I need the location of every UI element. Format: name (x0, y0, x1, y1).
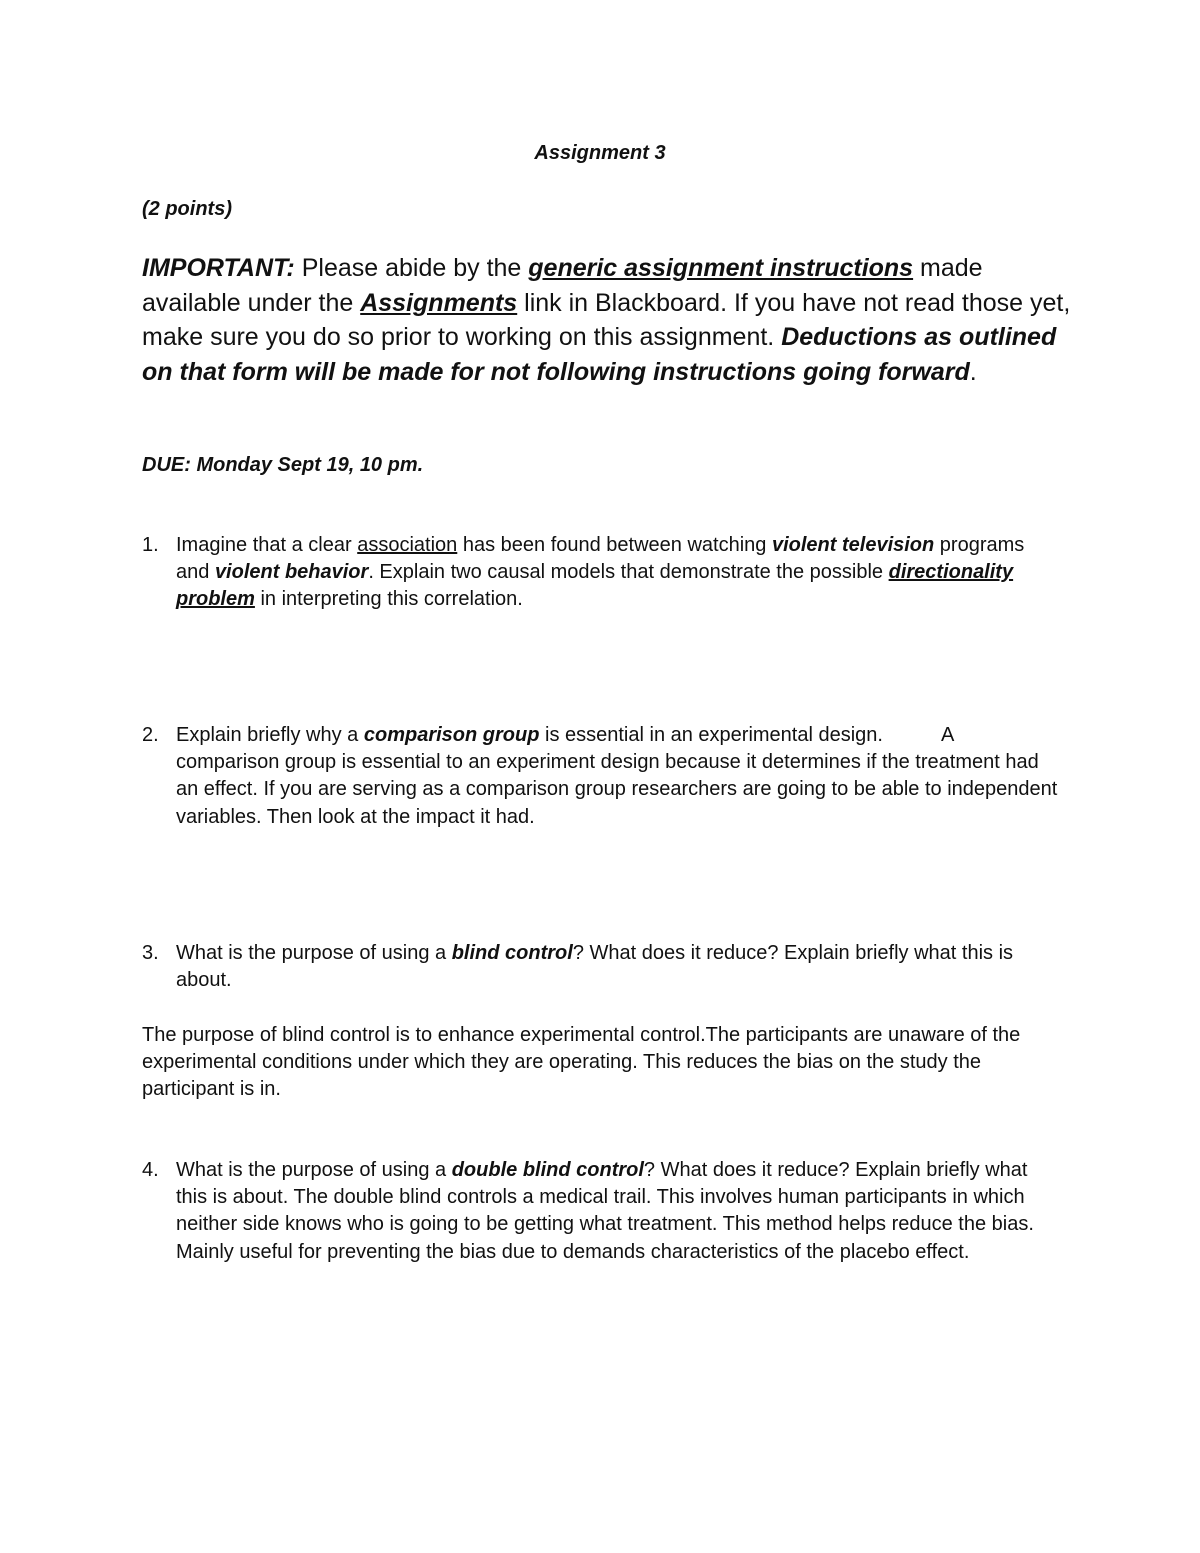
question-text-part: Imagine that a clear (176, 534, 358, 556)
important-label: IMPORTANT: (142, 254, 295, 282)
question-number: 3. (142, 942, 159, 964)
question-number: 2. (142, 724, 159, 746)
question-text-part: ? What does it reduce? Explain briefly what this is about. (176, 942, 1014, 992)
double-blind-control-term: double blind control (451, 1159, 644, 1181)
answer-text: A comparison group is essential to an experiment design because it determines if the treatment had an effect. If you are serving as a comparison group researchers are going to be able to independent variables. Then look at the impact it had. (176, 724, 1058, 828)
assignments-link[interactable]: Assignments (360, 288, 518, 317)
question-text-part: is essential in an experimental design. (539, 724, 883, 746)
due-date: DUE: Monday Sept 19, 10 pm. (142, 454, 424, 476)
question-1 (142, 532, 1062, 614)
question-4 (142, 1157, 1062, 1266)
question-text-part: has been found between watching (457, 534, 772, 556)
important-text-3: link in Blackboard. If you have not read those yet, make sure you do so prior to working on this assignment. (142, 288, 1071, 351)
important-notice (142, 251, 1072, 389)
page-title: Assignment 3 (534, 142, 666, 164)
question-text (176, 532, 1062, 614)
blind-control-term: blind control (451, 942, 573, 964)
violent-television-term: violent television (771, 534, 935, 556)
deductions-warning: Deductions as outlined on that form will be made for not following instructions going forward (142, 323, 1057, 386)
answer-3: The purpose of blind control is to enhance experimental control.The participants are unaware of the experimental conditions under which they are operating. This reduces the bias on the study the participant is in. (142, 1024, 1021, 1101)
question-text-part: Explain briefly why a (176, 724, 364, 746)
directionality-problem-term: directionality problem (176, 561, 1014, 611)
important-text-1: Please abide by the (294, 254, 529, 282)
question-text (176, 722, 1062, 831)
answer-text: The double blind controls a medical trail. This involves human participants in which neither side knows who is going to be getting what treatment. This method helps reduce the bias. Mainly useful for preventing the bias due to demands characteristics of the placebo effect. (176, 1186, 1034, 1263)
question-number: 1. (142, 534, 159, 556)
question-text (176, 940, 1062, 994)
question-2 (142, 722, 1062, 831)
important-text-2: made available under the (142, 254, 983, 317)
question-text-part: programs and (176, 534, 1025, 584)
generic-instructions-link[interactable]: generic assignment instructions (528, 254, 914, 282)
points-label: (2 points) (142, 198, 232, 220)
important-text-4: . (969, 357, 977, 386)
question-3 (142, 940, 1062, 994)
question-text-part: in interpreting this correlation. (254, 588, 523, 611)
question-number: 4. (142, 1159, 159, 1181)
association-term: association (357, 534, 458, 556)
violent-behavior-term: violent behavior (214, 561, 369, 584)
question-text-part: . Explain two causal models that demonstrate the possible (368, 561, 889, 584)
comparison-group-term: comparison group (363, 724, 540, 746)
question-text-part: What is the purpose of using a (176, 1159, 452, 1181)
question-text-part: What is the purpose of using a (176, 942, 452, 964)
question-text (176, 1157, 1062, 1266)
question-text-part: ? What does it reduce? Explain briefly what this is about. (176, 1159, 1028, 1209)
